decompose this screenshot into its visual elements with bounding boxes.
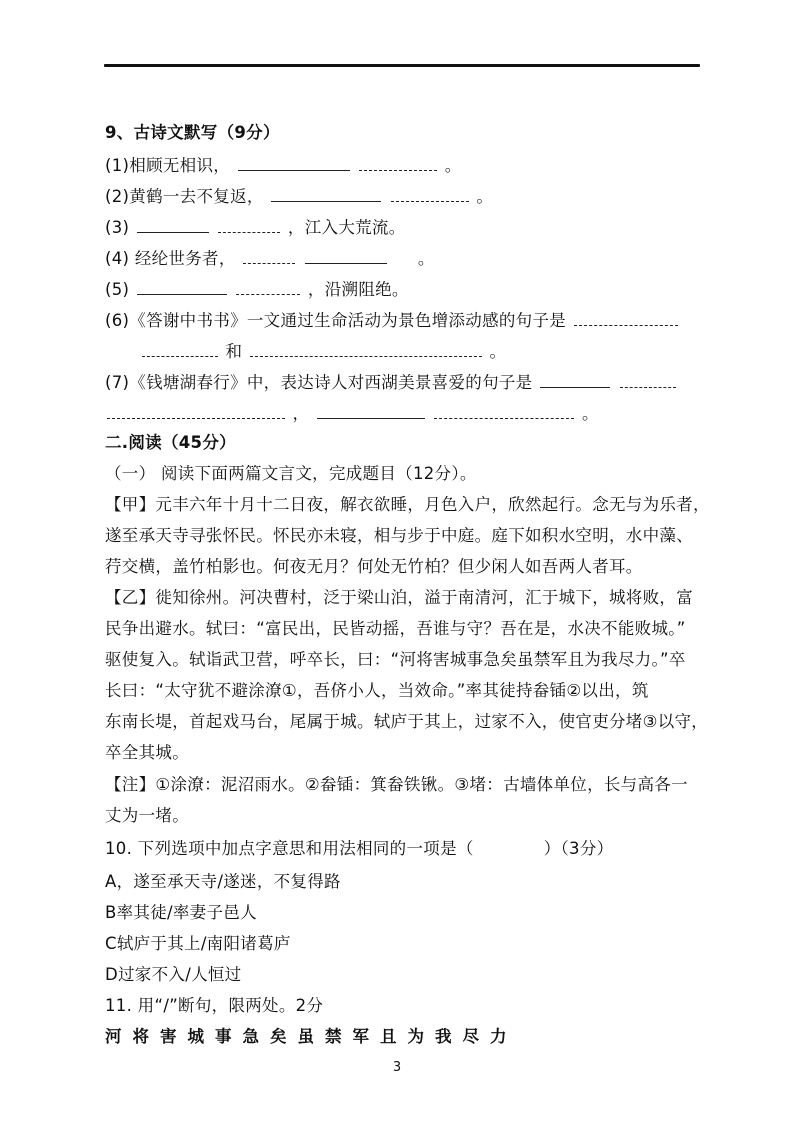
q9-line-6 (105, 310, 680, 332)
page-number: 3 (392, 1060, 402, 1075)
q9-7b-mid: ， (292, 404, 310, 423)
q9-1-text: (1)相顾无相识， (105, 156, 231, 175)
passage-jia-line: 【甲】元丰六年十月十二日夜，解衣欲睡，月色入户，欣然起行。念无与为乐者， (105, 495, 710, 514)
q9-5-text: (5) (105, 280, 130, 299)
q9-line-2 (105, 186, 493, 208)
q10-stem-a: 10. 下列选项中加点字意思和用法相同的一项是（ (105, 839, 474, 858)
passage-yi-line: 驱使复入。轼诣武卫营，呼卒长，曰：“河将害城事急矣虽禁军且为我尽力。”卒 (105, 650, 686, 669)
q10-option-b: B率其徒/率妻子邑人 (105, 903, 257, 922)
passage-yi-line: 民争出避水。轼曰：“富民出，民皆动摇，吾谁与守？吾在是，水决不能败城。” (105, 619, 686, 638)
q9-4-end: 。 (417, 249, 435, 268)
q10-option-d: D过家不入/人恒过 (105, 965, 242, 984)
q9-3-text: (3) (105, 218, 130, 237)
section-1-heading: （一） 阅读下面两篇文言文，完成题目（12分）。 (105, 464, 477, 483)
answer-blank[interactable] (574, 311, 678, 326)
passage-yi-line: 卒全其城。 (105, 743, 189, 762)
q9-6b-end: 。 (489, 342, 507, 361)
q9-2-end: 。 (476, 187, 494, 206)
q10-option-c: C轼庐于其上/南阳诸葛庐 (105, 934, 291, 953)
q10-stem-b: ）（3分） (543, 839, 614, 858)
q9-line-7b (105, 403, 599, 425)
answer-blank[interactable] (391, 187, 469, 202)
q9-3-end: ，江入大荒流。 (287, 218, 406, 237)
q10-stem (105, 838, 613, 860)
answer-blank[interactable] (359, 156, 437, 171)
q9-line-4 (105, 248, 435, 270)
passage-yi-line: 【乙】徙知徐州。河决曹村，泛于梁山泊，溢于南清河，汇于城下，城将败，富 (105, 588, 693, 607)
answer-blank[interactable] (238, 156, 350, 171)
answer-blank[interactable] (317, 404, 425, 419)
answer-blank[interactable] (218, 218, 280, 233)
passage-yi-line: 东南长堤，首起戏马台，尾属于城。轼庐于其上，过家不入，使官吏分堵③以守， (105, 712, 709, 731)
q9-1-end: 。 (444, 156, 462, 175)
q10-option-a: A，遂至承天寺/遂迷，不复得路 (105, 872, 341, 891)
q9-4-text: (4) 经纶世务者， (105, 249, 236, 268)
q11-stem: 11. 用“/”断句，限两处。2分 (105, 996, 324, 1015)
answer-blank[interactable] (250, 342, 482, 357)
q9-line-3 (105, 217, 406, 239)
q9-line-6b (140, 341, 506, 363)
answer-blank[interactable] (137, 280, 227, 295)
q9-6b-mid: 和 (225, 342, 243, 361)
q9-2-text: (2)黄鹤一去不复返， (105, 187, 264, 206)
q9-7b-end: 。 (582, 404, 599, 423)
header-rule (104, 64, 700, 67)
passage-jia-line: 遂至承天寺寻张怀民。怀民亦未寝，相与步于中庭。庭下如积水空明，水中藻、 (105, 526, 693, 545)
answer-blank[interactable] (107, 404, 285, 419)
answer-blank[interactable] (243, 249, 295, 264)
answer-blank[interactable] (620, 373, 676, 388)
part2-title: 二.阅读（45分） (105, 433, 236, 452)
q9-6-text: (6)《答谢中书书》一文通过生命活动为景色增添动感的句子是 (105, 311, 567, 330)
q11-sentence: 河将害城事急矣虽禁军且为我尽力 (105, 1027, 518, 1046)
answer-blank[interactable] (305, 249, 387, 264)
answer-blank[interactable] (271, 187, 381, 202)
annotation-line: 丈为一堵。 (105, 806, 189, 825)
answer-blank[interactable] (540, 373, 610, 388)
passage-jia-line: 荇交横，盖竹柏影也。何夜无月？何处无竹柏？但少闲人如吾两人者耳。 (105, 557, 643, 576)
q9-line-1 (105, 155, 462, 177)
answer-blank[interactable] (137, 218, 209, 233)
q9-7-text: (7)《钱塘湖春行》中，表达诗人对西湖美景喜爱的句子是 (105, 373, 533, 392)
passage-yi-line: 长曰：“太守犹不避涂潦①，吾侪小人，当效命。”率其徒持畚锸②以出，筑 (105, 681, 649, 700)
annotation-line: 【注】①涂潦：泥沼雨水。②畚锸：箕畚铁锹。③堵：古墙体单位，长与高各一 (105, 775, 688, 794)
q9-line-7 (105, 372, 678, 394)
answer-blank[interactable] (434, 404, 574, 419)
q9-line-5 (105, 279, 409, 301)
answer-blank[interactable] (142, 342, 218, 357)
answer-blank[interactable] (236, 280, 300, 295)
q9-5-end: ，沿溯阻绝。 (307, 280, 409, 299)
q9-title: 9、古诗文默写（9分） (105, 123, 280, 142)
